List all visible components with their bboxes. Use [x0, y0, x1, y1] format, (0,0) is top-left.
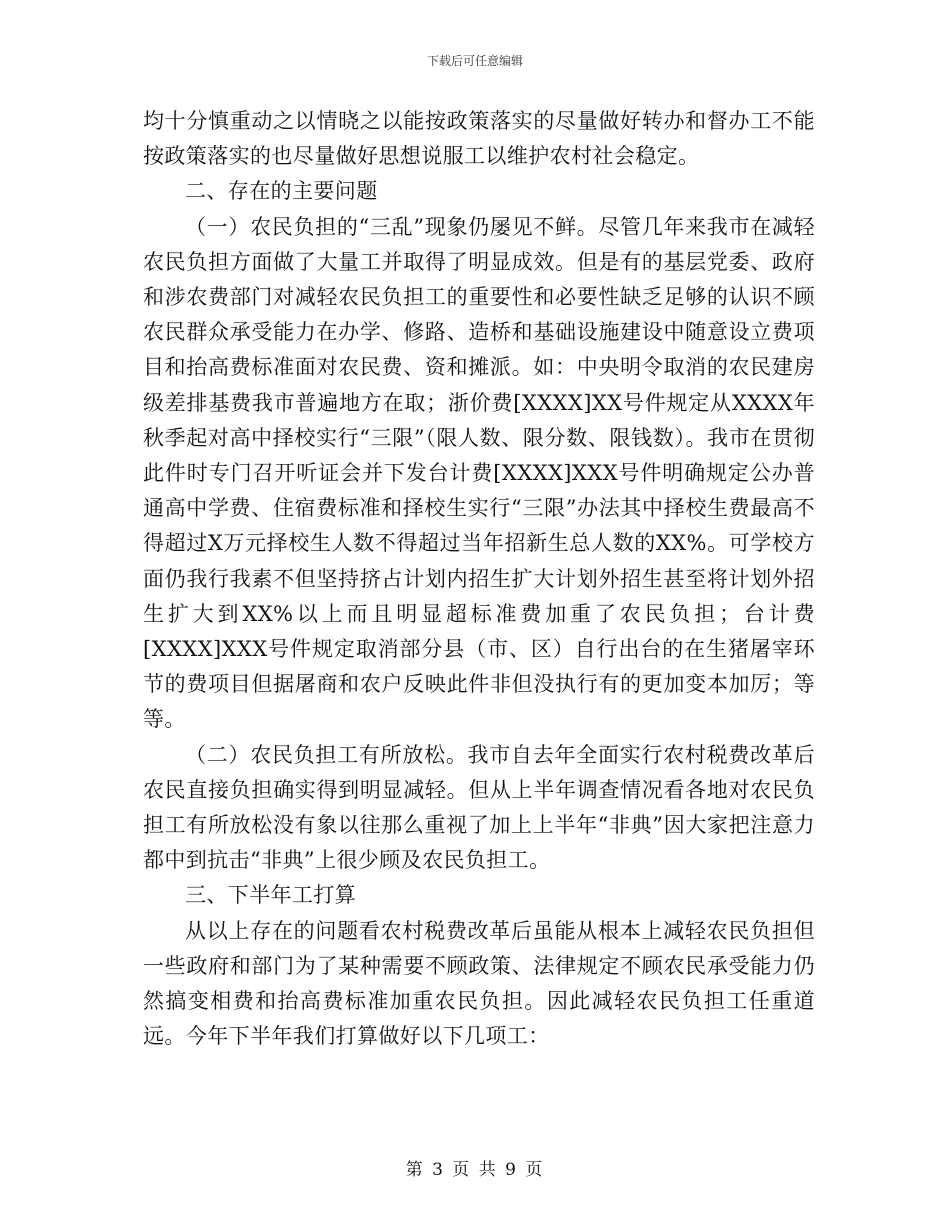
paragraph-plan-intro: 从以上存在的问题看农村税费改革后虽能从根本上减轻农民负担但一些政府和部门为了某种需要不顾政策、法律规定不顾农民承受能力仍然搞变相费和抬高费标准加重农民负担。因此减轻农民负担工任重道远。今年下半年我们打算做好以下几项工： [143, 918, 815, 1049]
page-number-footer: 第 3 页 共 9 页 [405, 1160, 545, 1180]
paragraph-continuation: 均十分慎重动之以情晓之以能按政策落实的尽量做好转办和督办工不能按政策落实的也尽量做好思想说服工以维护农村社会稳定。 [143, 109, 815, 169]
page-header: 下载后可任意编辑 [426, 54, 523, 68]
section-heading-plan: 三、下半年工打算 [185, 883, 357, 908]
paragraph-problem-two: （二）农民负担工有所放松。我市自去年全面实行农村税费改革后农民直接负担确实得到明显减轻。但从上半年调查情况看各地对农民负担工有所放松没有象以往那么重视了加上上半年“非典”因大家把注意力都中到抗击“非典”上很少顾及农民负担工。 [143, 742, 815, 873]
paragraph-problem-one: （一）农民负担的“三乱”现象仍屡见不鲜。尽管几年来我市在减轻农民负担方面做了大量工并取得了明显成效。但是有的基层党委、政府和涉农费部门对减轻农民负担工的重要性和必要性缺乏足够的认识不顾农民群众承受能力在办学、修路、造桥和基础设施建设中随意设立费项目和抬高费标准面对农民费、资和摊派。如：中央明令取消的农民建房级差排基费我市普遍地方在取；浙价费[XXXX]XX号件规定从XXXX年秋季起对高中择校实行“三限”（限人数、限分数、限钱数）。我市在贯彻此件时专门召开听证会并下发台计费[XXXX]XXX号件明确规定公办普通高中学费、住宿费标准和择校生实行“三限”办法其中择校生费最高不得超过X万元择校生人数不得超过当年招新生总人数的XX%。可学校方面仍我行我素不但坚持挤占计划内招生扩大计划外招生甚至将计划外招生扩大到XX%以上而且明显超标准费加重了农民负担；台计费[XXXX]XXX号件规定取消部分县（市、区）自行出台的在生猪屠宰环节的费项目但据屠商和农户反映此件非但没执行有的更加变本加厉；等等。 [143, 214, 815, 732]
section-heading-main-problems: 二、存在的主要问题 [185, 179, 378, 204]
document-body [143, 104, 815, 1054]
